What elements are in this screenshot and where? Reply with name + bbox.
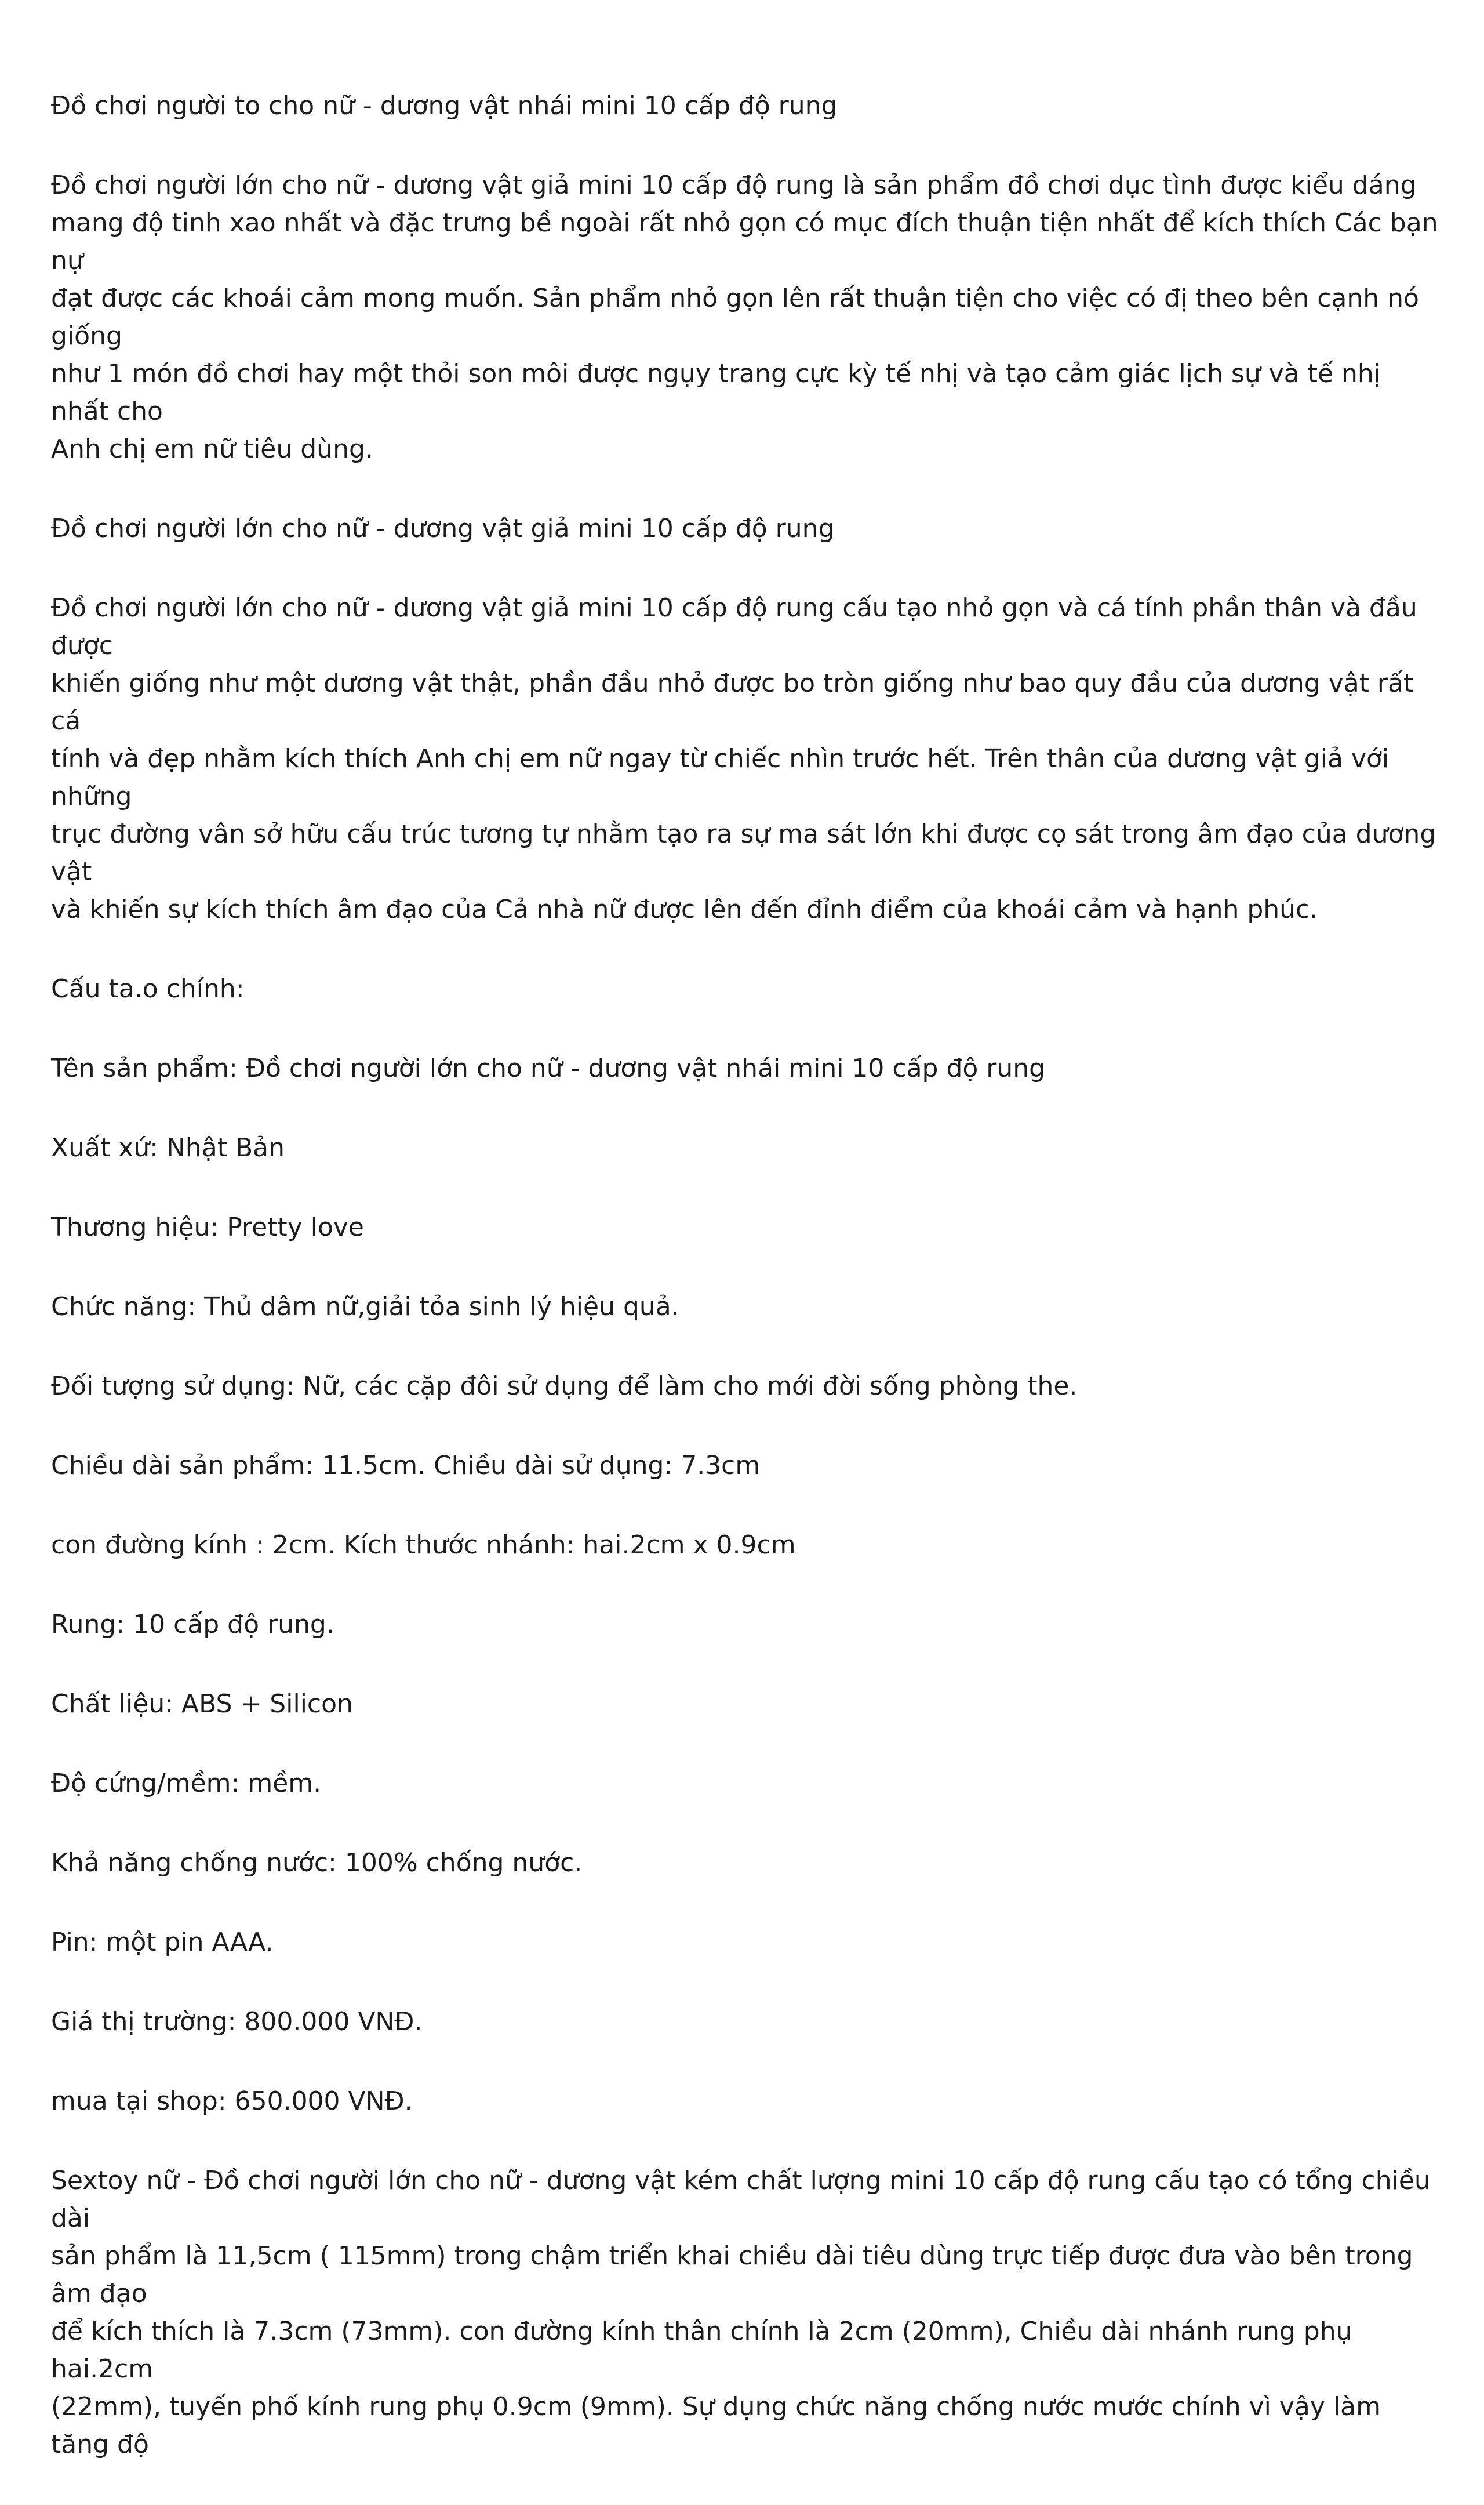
structure-heading: Cấu ta.o chính:: [51, 974, 245, 1004]
spec-diameter: con đường kính : 2cm. Kích thước nhánh: hai.2cm x 0.9cm: [51, 1530, 796, 1560]
spec-function: Chức năng: Thủ dâm nữ,giải tỏa sinh lý hiệu quả.: [51, 1292, 679, 1322]
document-title: Đồ chơi người to cho nữ - dương vật nhái mini 10 cấp độ rung: [51, 91, 838, 121]
spec-target-user: Đối tượng sử dụng: Nữ, các cặp đôi sử dụng để làm cho mới đời sống phòng the.: [51, 1371, 1078, 1401]
spec-material: Chất liệu: ABS + Silicon: [51, 1689, 353, 1719]
spec-length: Chiều dài sản phẩm: 11.5cm. Chiều dài sử dụng: 7.3cm: [51, 1451, 761, 1480]
spec-battery: Pin: một pin AAA.: [51, 1927, 274, 1957]
intro-paragraph: Đồ chơi người lớn cho nữ - dương vật giả mini 10 cấp độ rung là sản phẩm đồ chơi dục tình được kiểu dáng mang độ tinh xao nhất và đặc trưng bề ngoài rất nhỏ gọn có mục đích thuận tiện nhất để kích thích Các bạn nự đạt được các khoái cảm mong muốn. Sản phẩm nhỏ gọn lên rất thuận tiện cho việc có đị theo bên cạnh nó giống như 1 món đồ chơi hay một thỏi son môi được ngụy trang cực kỳ tế nhị và tạo cảm giác lịch sự và tế nhị nhất cho Anh chị em nữ tiêu dùng.: [51, 170, 1438, 464]
document-page: [51, 87, 1442, 2505]
description-paragraph: Đồ chơi người lớn cho nữ - dương vật giả mini 10 cấp độ rung cấu tạo nhỏ gọn và cá tính phần thân và đầu được khiến giống như một dương vật thật, phần đầu nhỏ được bo tròn giống như bao quy đầu của dương vật rất cá tính và đẹp nhằm kích thích Anh chị em nữ ngay từ chiếc nhìn trước hết. Trên thân của dương vật giả với những trục đường vân sở hữu cấu trúc tương tự nhằm tạo ra sự ma sát lớn khi được cọ sát trong âm đạo của dương vật và khiến sự kích thích âm đạo của Cả nhà nữ được lên đến đỉnh điểm của khoái cảm và hạnh phúc.: [51, 593, 1436, 924]
spec-waterproof: Khả năng chống nước: 100% chống nước.: [51, 1848, 583, 1878]
spec-vibration: Rung: 10 cấp độ rung.: [51, 1610, 334, 1639]
spec-shop-price: mua tại shop: 650.000 VNĐ.: [51, 2086, 413, 2116]
spec-brand: Thương hiệu: Pretty love: [51, 1212, 364, 1242]
closing-paragraph: Sextoy nữ - Đồ chơi người lớn cho nữ - dương vật kém chất lượng mini 10 cấp độ rung cấu tạo có tổng chiều dài sản phẩm là 11,5cm ( 115mm) trong chậm triển khai chiều dài tiêu dùng trực tiếp được đưa vào bên trong âm đạo để kích thích là 7.3cm (73mm). con đường kính thân chính là 2cm (20mm), Chiều dài nhánh rung phụ hai.2cm (22mm), tuyến phố kính rung phụ 0.9cm (9mm). Sự dụng chức năng chống nước mước chính vì vậy làm tăng độ: [51, 2166, 1431, 2459]
spec-market-price: Giá thị trường: 800.000 VNĐ.: [51, 2007, 423, 2036]
spec-product-name: Tên sản phẩm: Đồ chơi người lớn cho nữ - dương vật nhái mini 10 cấp độ rung: [51, 1054, 1046, 1083]
document-subtitle: Đồ chơi người lớn cho nữ - dương vật giả mini 10 cấp độ rung: [51, 514, 835, 543]
spec-hardness: Độ cứng/mềm: mềm.: [51, 1769, 322, 1798]
spec-origin: Xuất xứ: Nhật Bản: [51, 1133, 285, 1163]
